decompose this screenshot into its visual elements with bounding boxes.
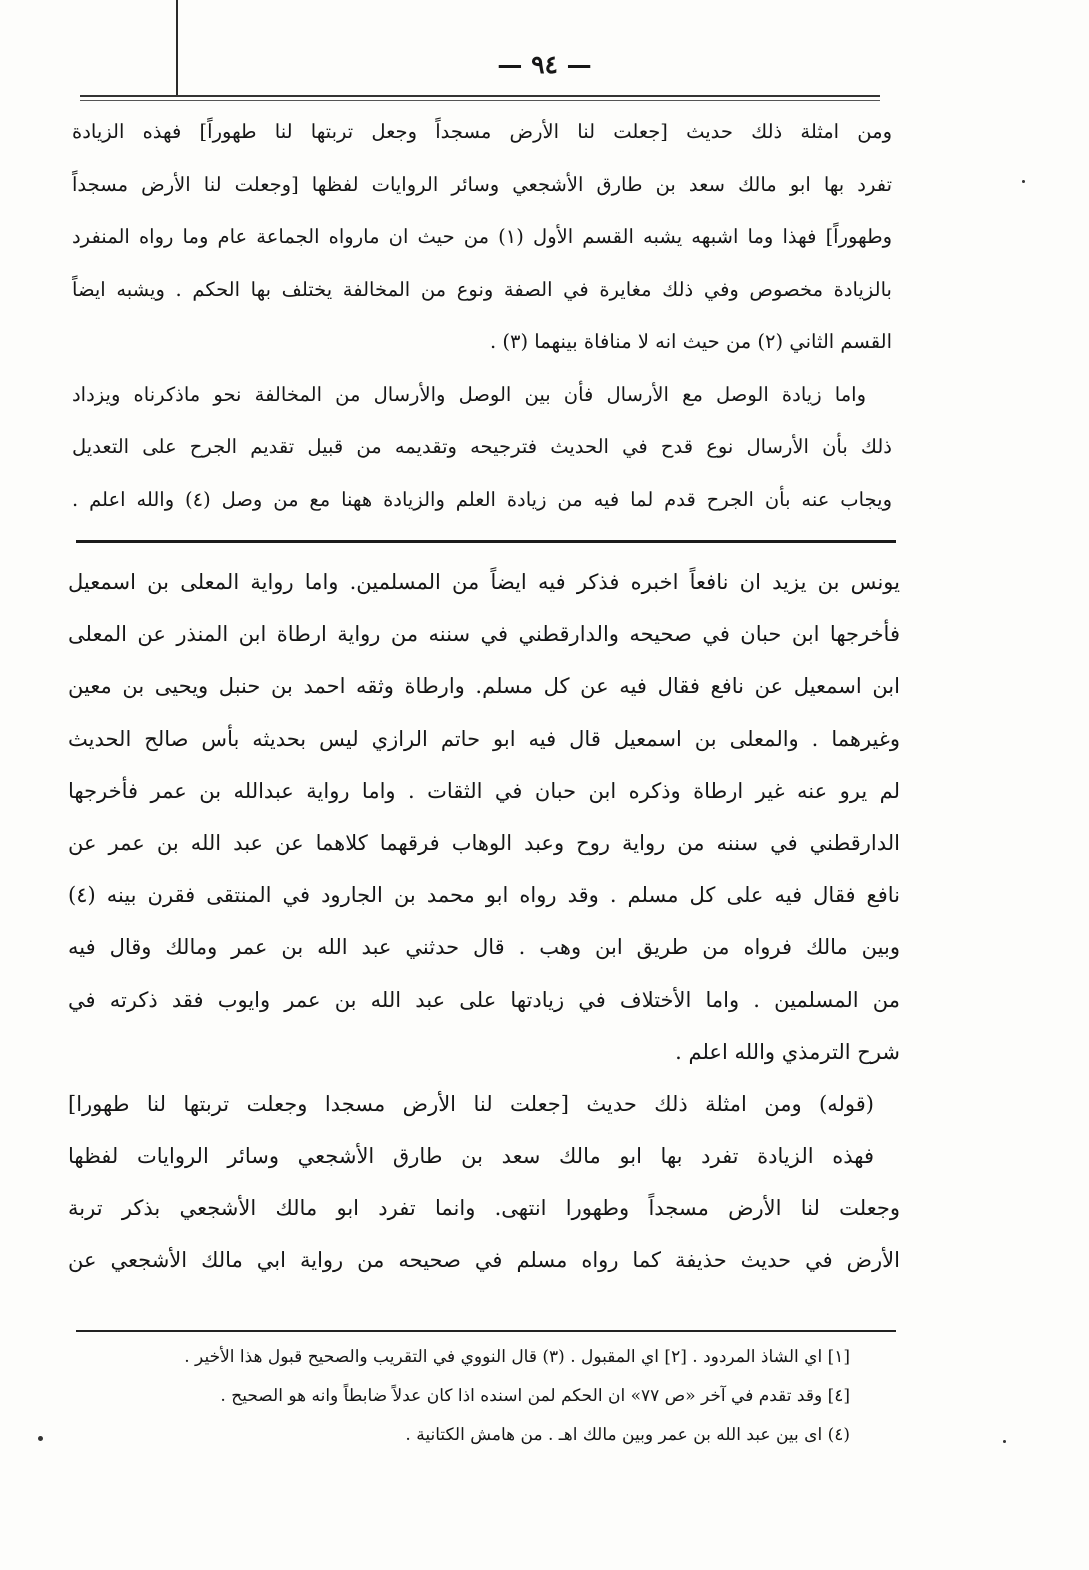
text-line: من المسلمين . واما الأختلاف في زيادتها على عبد الله بن عمر وايوب فقد ذكرته في: [68, 987, 900, 1012]
text-line: (قوله) ومن امثلة ذلك حديث [جعلت لنا الأرض مسجدا وجعلت تربتها لنا طهورا]: [68, 1091, 874, 1116]
text-line: ذلك بأن الأرسال نوع قدح في الحديث فترجيحه وتقديمه من قبيل تقديم الجرح على التعديل: [72, 435, 892, 458]
text-line: الأرض في حديث حذيفة كما رواه مسلم في صحيحه من رواية ابي مالك الأشجعي عن: [68, 1248, 900, 1273]
text-line: شرح الترمذي والله اعلم .: [675, 1039, 900, 1064]
text-line: واما زيادة الوصل مع الأرسال فأن بين الوصل والأرسال من المخالفة نحو ماذكرناه ويزداد: [72, 382, 866, 406]
text-line: ابن اسمعيل عن نافع فقال فيه عن كل مسلم. وارطاة وثقه احمد بن حنبل ويحيى بن معين: [68, 674, 900, 699]
section-divider: [76, 540, 896, 543]
page-number: — ٩٤ —: [497, 50, 592, 79]
text-line: الدارقطني في سننه من رواية روح وعبد الوهاب فرقهما كلاهما عن عبد الله بن عمر عن: [68, 830, 900, 855]
footnotes: [96, 1338, 886, 1455]
text-line: فأخرجها ابن حبان في صحيحه والدارقطني في سننه من رواية ارطاة ابن المنذر عن المعلى: [68, 622, 900, 647]
scan-speck: [1003, 1440, 1006, 1443]
text-line: ويجاب عنه بأن الجرح قدم لما فيه من زيادة العلم والزيادة ههنا مع من وصل (٤) والله اعلم .: [72, 487, 892, 511]
commentary-text-block: [68, 556, 900, 1287]
footnote-divider: [76, 1330, 896, 1332]
main-text-block: [72, 106, 892, 526]
text-line: يونس بن يزيد ان نافعاً اخبره فذكر فيه ايضاً من المسلمين. واما رواية المعلى بن اسمعيل: [68, 570, 900, 594]
text-line: وغيرهما . والمعلى بن اسمعيل قال فيه ابو حاتم الرازي ليس بحديثه بأس صالح الحديث: [68, 726, 900, 751]
footnote: [٤] وقد تقدم في آخر «ص ٧٧» ان الحكم لمن اسنده اذا كان عدلاً ضابطاً وانه هو الصحيح .: [220, 1386, 850, 1406]
text-line: وجعلت لنا الأرض مسجداً وطهورا انتهى. وانما تفرد ابو مالك الأشجعي بذكر تربة: [68, 1196, 900, 1221]
text-line: لم يرو عنه غير ارطاة وذكره ابن حبان في الثقات . واما رواية عبدالله بن عمر فأخرجها: [68, 778, 900, 803]
text-line: بالزيادة مخصوص وفي ذلك مغايرة في الصفة ونوع من المخالفة يختلف بها الحكم . ويشبه ايضاً: [72, 277, 892, 301]
text-line: القسم الثاني (٢) من حيث انه لا منافاة بينهما (٣) .: [489, 330, 892, 353]
footnote: (٤) اى بين عبد الله بن عمر وبين مالك اهـ . من هامش الكتانية .: [405, 1425, 850, 1445]
scan-speck: [1022, 180, 1025, 183]
scan-speck: [38, 1436, 43, 1441]
footnote: [١] اي الشاذ المردود . [٢] اي المقبول . (٣) قال النووي في التقريب والصحيح قبول هذا الأخير .: [184, 1347, 850, 1367]
header-rule: [80, 95, 880, 97]
text-line: فهذه الزيادة تفرد بها ابو مالك سعد بن طارق الأشجعي وسائر الروايات لفظها: [68, 1144, 874, 1169]
text-line: وطهوراً] فهذا وما اشبهه يشبه القسم الأول (١) من حيث ان ماروا‌ه الجماعة عام وما رواه المنفرد: [72, 225, 893, 248]
margin-line: [176, 0, 178, 96]
text-line: نافع فقال فيه على كل مسلم . وقد رواه ابو محمد بن الجارود في المنتقى فقرن بينه (٤): [68, 883, 900, 908]
text-line: ومن امثلة ذلك حديث [جعلت لنا الأرض مسجداً وجعل تربتها لنا طهوراً] فهذه الزيادة: [72, 120, 892, 143]
header-rule-thin: [80, 100, 880, 101]
text-line: وبين مالك فرواه من طريق ابن وهب . قال حدثني عبد الله بن عمر ومالك وقال فيه: [68, 935, 900, 960]
text-line: تفرد بها ابو مالك سعد بن طارق الأشجعي وسائر الروايات لفظها [وجعلت لنا الأرض مسجداً: [72, 172, 892, 196]
